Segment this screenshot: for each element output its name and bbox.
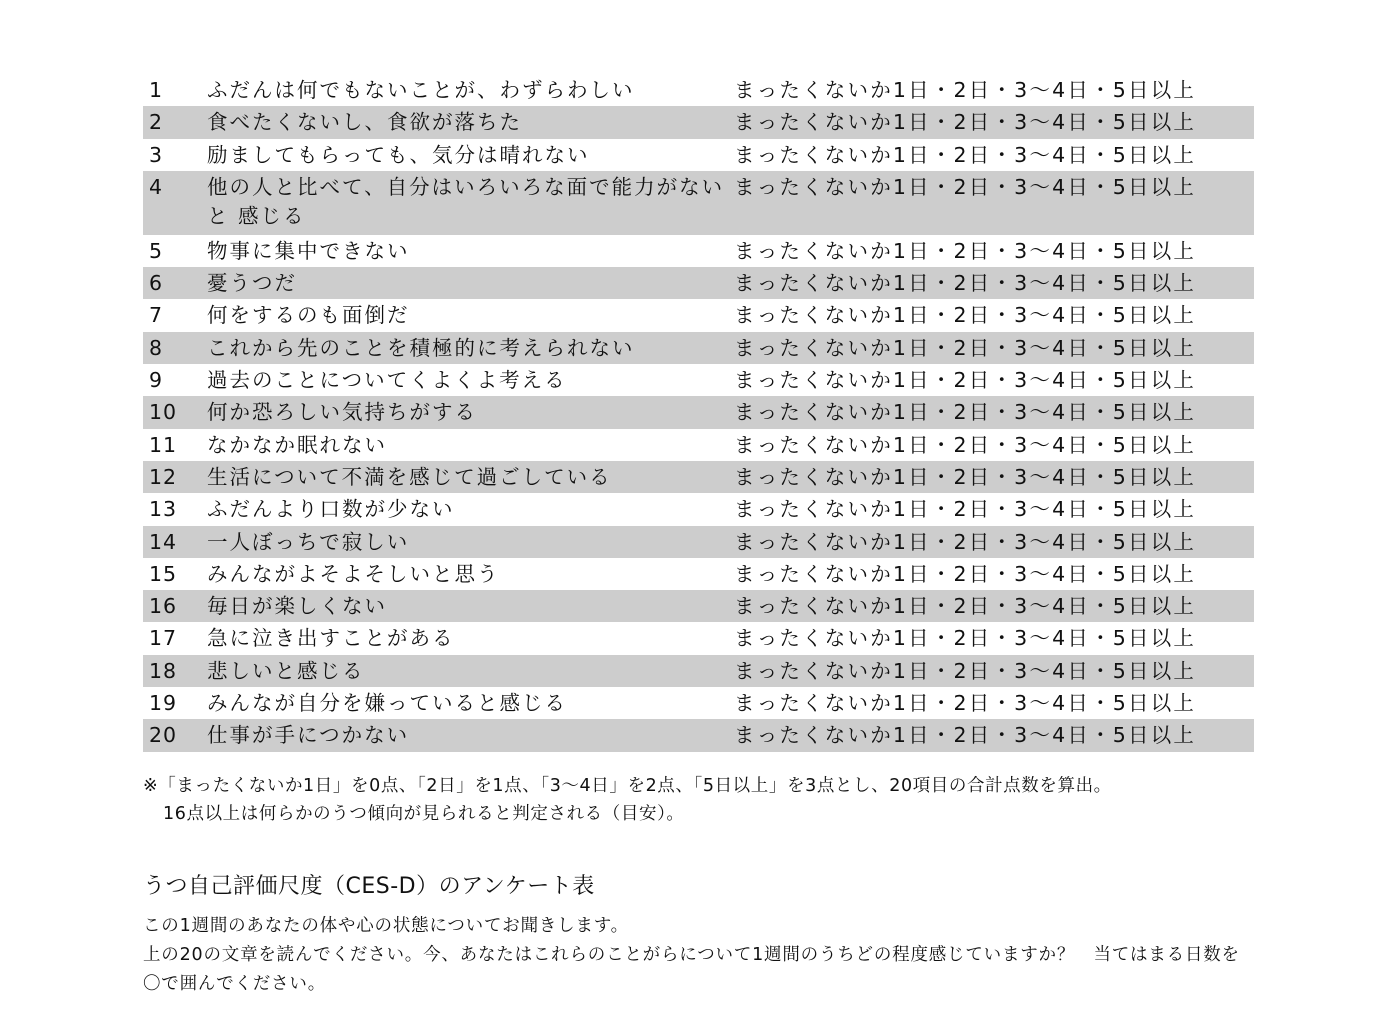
- scoring-note-line-2: 16点以上は何らかのうつ傾向が見られると判定される（目安）。: [163, 804, 685, 824]
- question-row: [143, 171, 1254, 235]
- question-number: 14: [149, 529, 178, 554]
- question-number: 16: [149, 594, 178, 619]
- answer-scale: まったくないか1日・2日・3〜4日・5日以上: [734, 110, 1197, 135]
- question-text: 物事に集中できない: [207, 238, 410, 263]
- question-number: 17: [149, 626, 178, 651]
- answer-scale: まったくないか1日・2日・3〜4日・5日以上: [734, 400, 1197, 425]
- question-row: [143, 106, 1254, 138]
- question-number: 12: [149, 464, 178, 489]
- answer-scale: まったくないか1日・2日・3〜4日・5日以上: [734, 561, 1197, 586]
- question-number: 7: [149, 303, 164, 328]
- question-number: 11: [149, 432, 178, 457]
- answer-scale: まったくないか1日・2日・3〜4日・5日以上: [734, 691, 1197, 716]
- answer-scale: まったくないか1日・2日・3〜4日・5日以上: [734, 723, 1197, 748]
- answer-scale: まったくないか1日・2日・3〜4日・5日以上: [734, 464, 1197, 489]
- answer-scale: まったくないか1日・2日・3〜4日・5日以上: [734, 497, 1197, 522]
- question-number: 15: [149, 561, 178, 586]
- question-number: 20: [149, 723, 178, 748]
- answer-scale: まったくないか1日・2日・3〜4日・5日以上: [734, 658, 1197, 683]
- question-number: 19: [149, 691, 178, 716]
- question-text: 毎日が楽しくない: [207, 594, 387, 619]
- question-number: 18: [149, 658, 178, 683]
- question-row: [143, 590, 1254, 622]
- question-number: 9: [149, 368, 164, 393]
- answer-scale: まったくないか1日・2日・3〜4日・5日以上: [734, 368, 1197, 393]
- answer-scale: まったくないか1日・2日・3〜4日・5日以上: [734, 238, 1197, 263]
- answer-scale: まったくないか1日・2日・3〜4日・5日以上: [734, 174, 1197, 199]
- answer-scale: まったくないか1日・2日・3〜4日・5日以上: [734, 594, 1197, 619]
- question-text: なかなか眠れない: [207, 432, 387, 457]
- question-number: 10: [149, 400, 178, 425]
- instructions-line-1: この1週間のあなたの体や心の状態についてお聞きします。: [143, 916, 629, 936]
- question-row: [143, 299, 1254, 331]
- question-row: [143, 396, 1254, 428]
- question-text: みんながよそよそしいと思う: [207, 561, 500, 586]
- instructions-line-2: 上の20の文章を読んでください。今、あなたはこれらのことがらについて1週間のうちどの程度感じていますか？ 当てはまる日数を〇で囲んでください。: [143, 945, 1240, 994]
- question-number: 4: [149, 174, 164, 199]
- question-row: [143, 74, 1254, 106]
- scoring-note-line-1: ※「まったくないか1日」を0点、「2日」を1点、「3〜4日」を2点、「5日以上」を3点とし、20項目の合計点数を算出。: [143, 776, 1112, 796]
- document-title: うつ自己評価尺度（CES-D）のアンケート表: [143, 874, 595, 899]
- answer-scale: まったくないか1日・2日・3〜4日・5日以上: [734, 335, 1197, 360]
- question-number: 6: [149, 271, 164, 296]
- question-number: 8: [149, 335, 164, 360]
- question-number: 2: [149, 110, 164, 135]
- question-number: 5: [149, 238, 164, 263]
- question-text: 生活について不満を感じて過ごしている: [207, 464, 612, 489]
- question-text: 何をするのも面倒だ: [207, 303, 410, 328]
- scoring-note: [143, 772, 1283, 828]
- question-number: 1: [149, 78, 164, 102]
- question-text: 何か恐ろしい気持ちがする: [207, 400, 477, 425]
- question-row: [143, 139, 1254, 171]
- question-text: 他の人と比べて、自分はいろいろな面で能力がないと 感じる: [207, 174, 725, 228]
- question-text: 食べたくないし、食欲が落ちた: [207, 110, 522, 135]
- question-row: [143, 655, 1254, 687]
- question-text: 仕事が手につかない: [207, 723, 410, 748]
- question-row: [143, 235, 1254, 267]
- question-row: [143, 332, 1254, 364]
- answer-scale: まったくないか1日・2日・3〜4日・5日以上: [734, 626, 1197, 651]
- question-number: 13: [149, 497, 178, 522]
- question-text: 憂うつだ: [207, 271, 297, 296]
- answer-scale: まったくないか1日・2日・3〜4日・5日以上: [734, 432, 1197, 457]
- question-text: 悲しいと感じる: [207, 658, 365, 683]
- question-row: [143, 429, 1254, 461]
- question-row: [143, 526, 1254, 558]
- questionnaire-table: [143, 74, 1254, 752]
- question-text: これから先のことを積極的に考えられない: [207, 335, 635, 360]
- instructions: [143, 912, 1255, 999]
- question-text: ふだんは何でもないことが、わずらわしい: [207, 78, 635, 102]
- answer-scale: まったくないか1日・2日・3〜4日・5日以上: [734, 271, 1197, 296]
- answer-scale: まったくないか1日・2日・3〜4日・5日以上: [734, 78, 1197, 102]
- question-text: 一人ぼっちで寂しい: [207, 529, 410, 554]
- question-row: [143, 493, 1254, 525]
- question-row: [143, 719, 1254, 751]
- question-text: 励ましてもらっても、気分は晴れない: [207, 142, 590, 167]
- answer-scale: まったくないか1日・2日・3〜4日・5日以上: [734, 142, 1197, 167]
- question-number: 3: [149, 142, 164, 167]
- question-row: [143, 622, 1254, 654]
- question-text: ふだんより口数が少ない: [207, 497, 455, 522]
- answer-scale: まったくないか1日・2日・3〜4日・5日以上: [734, 529, 1197, 554]
- question-row: [143, 687, 1254, 719]
- question-text: みんなが自分を嫌っていると感じる: [207, 691, 567, 716]
- question-row: [143, 558, 1254, 590]
- question-row: [143, 364, 1254, 396]
- answer-scale: まったくないか1日・2日・3〜4日・5日以上: [734, 303, 1197, 328]
- question-text: 過去のことについてくよくよ考える: [207, 368, 567, 393]
- question-row: [143, 461, 1254, 493]
- question-row: [143, 267, 1254, 299]
- question-text: 急に泣き出すことがある: [207, 626, 455, 651]
